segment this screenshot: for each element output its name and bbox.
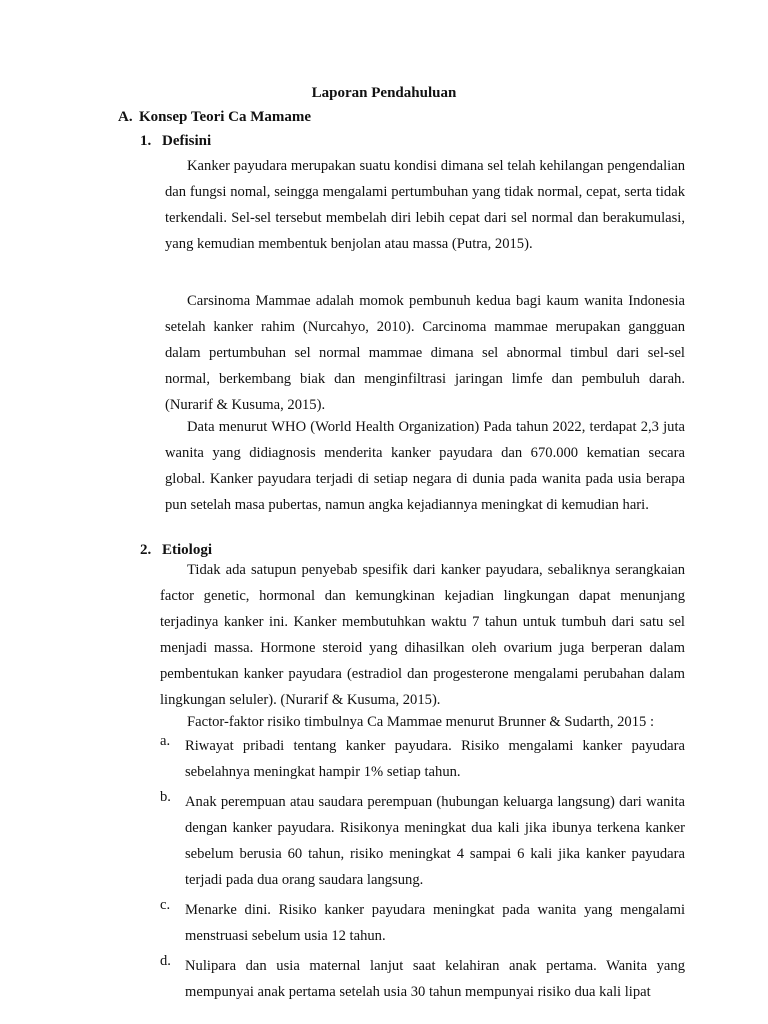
document-title: Laporan Pendahuluan [311,85,457,101]
list-item-label: a. [160,733,171,749]
subsection-title: Defisini [162,133,212,149]
list-item-label: d. [160,953,171,969]
list-item-label: b. [160,789,171,805]
list-item-text: Menarke dini. Risiko kanker payudara meningkat pada wanita yang mengalami menstruasi sebelum usia 12 tahun. [185,902,685,944]
paragraph: Tidak ada satupun penyebab spesifik dari kanker payudara, sebaliknya serangkaian factor genetic, hormonal dan kemungkinan kejadian lingkungan dapat menunjang terjadinya kanker ini. Kanker membutuhkan waktu 7 tahun untuk tumbuh dari satu sel menjadi massa. Hormone steroid yang dihasilkan oleh ovarium juga berperan dalam pembentukan kanker payudara (estradiol dan progesterone mengalami perubahan dalam lingkungan seluler). (Nurarif & Kusuma, 2015). [160,562,685,709]
list-item [160,733,685,785]
subsection-title: Etiologi [162,542,213,558]
risk-factor-list [160,733,685,1005]
paragraph: Data menurut WHO (World Health Organization) Pada tahun 2022, terdapat 2,3 juta wanita yang didiagnosis menderita kanker payudara dan 670.000 kematian secara global. Kanker payudara terjadi di setiap negara di dunia pada wanita pada usia berapa pun setelah masa pubertas, namun angka kejadiannya meningkat di kemudian hari. [165,419,685,514]
section-a-title: Konsep Teori Ca Mamame [139,109,312,125]
list-item [160,789,685,893]
list-item [160,953,685,1005]
paragraph: Carsinoma Mammae adalah momok pembunuh kedua bagi kaum wanita Indonesia setelah kanker rahim (Nurcahyo, 2010). Carcinoma mammae merupakan gangguan dalam pertumbuhan sel normal mammae dimana sel abnormal timbul dari sel-sel normal, berkembang biak dan menginfiltrasi jaringan limfe dan pembuluh darah. (Nurarif & Kusuma, 2015). [165,293,685,414]
paragraph: Kanker payudara merupakan suatu kondisi dimana sel telah kehilangan pengendalian dan fungsi nomal, seingga mengalami pertumbuhan yang tidak normal, cepat, serta tidak terkendali. Sel-sel tersebut membelah diri lebih cepat dari sel normal dan berakumulasi, yang kemudian membentuk benjolan atau massa (Putra, 2015). [165,158,685,253]
subsection-number: 2. [140,542,152,558]
list-item [160,897,685,949]
paragraph: Factor-faktor risiko timbulnya Ca Mammae menurut Brunner & Sudarth, 2015 : [187,714,655,730]
list-item-text: Nulipara dan usia maternal lanjut saat kelahiran anak pertama. Wanita yang mempunyai anak pertama setelah usia 30 tahun mempunyai risiko dua kali lipat [185,958,685,1000]
section-a-number: A. [118,109,133,125]
list-item-text: Anak perempuan atau saudara perempuan (hubungan keluarga langsung) dari wanita dengan kanker payudara. Risikonya meningkat dua kali jika ibunya terkena kanker sebelum berusia 60 tahun, risiko meningkat 4 sampai 6 kali jika kanker payudara terjadi pada dua orang saudara langsung. [185,794,685,888]
subsection-number: 1. [140,133,152,149]
list-item-text: Riwayat pribadi tentang kanker payudara. Risiko mengalami kanker payudara sebelahnya meningkat hampir 1% setiap tahun. [185,738,685,780]
list-item-label: c. [160,897,171,913]
subsection-definisi-heading [140,133,211,150]
section-a-heading [118,109,311,126]
